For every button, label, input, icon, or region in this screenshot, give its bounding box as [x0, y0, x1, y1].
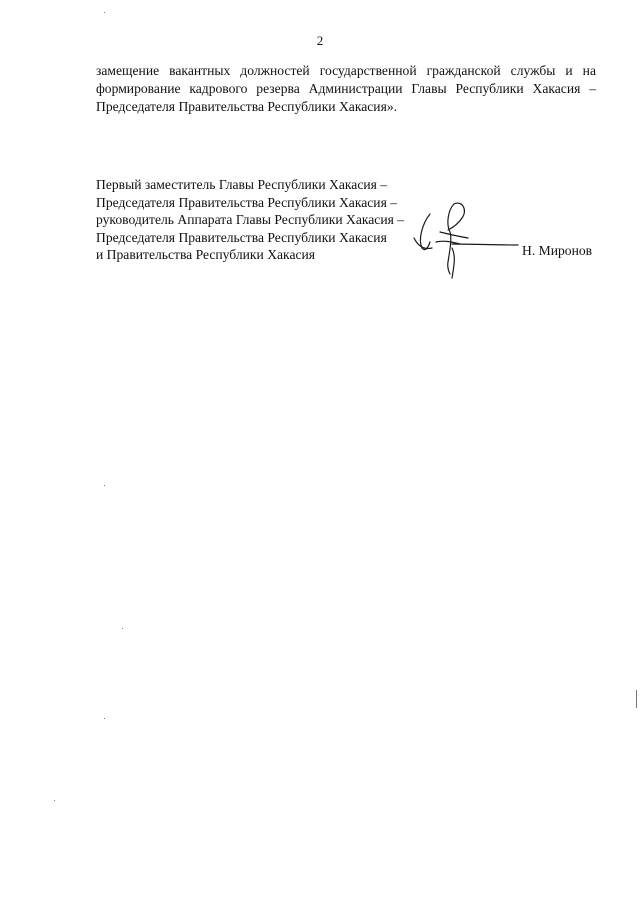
signatory-title-line: Председателя Правительства Республики Хакасия [96, 229, 387, 245]
signatory-title-line: руководитель Аппарата Главы Республики Хакасия – [96, 212, 405, 227]
scan-speck [636, 690, 637, 708]
scan-speck [104, 12, 105, 13]
scan-speck [104, 485, 105, 486]
body-line: Председателя Правительства Республики Хакасия». [96, 99, 398, 114]
scan-speck [122, 628, 123, 629]
body-line: формирование кадрового резерва Администрации Главы Республики Хакасия – [96, 81, 596, 96]
page-number: 2 [316, 33, 324, 48]
body-line: замещение вакантных должностей государственной гражданской службы и на [96, 63, 596, 78]
signatory-title-line: Первый заместитель Главы Республики Хакасия – [96, 177, 388, 192]
handwritten-signature-icon [392, 188, 522, 284]
signatory-title [96, 176, 426, 264]
scan-speck [54, 800, 55, 801]
signatory-title-line: и Правительства Республики Хакасия [96, 247, 316, 262]
body-paragraph [96, 62, 596, 116]
scan-speck [104, 718, 105, 719]
signer-name: Н. Миронов [522, 243, 593, 258]
signatory-title-line: Председателя Правительства Республики Хакасия – [96, 194, 398, 210]
